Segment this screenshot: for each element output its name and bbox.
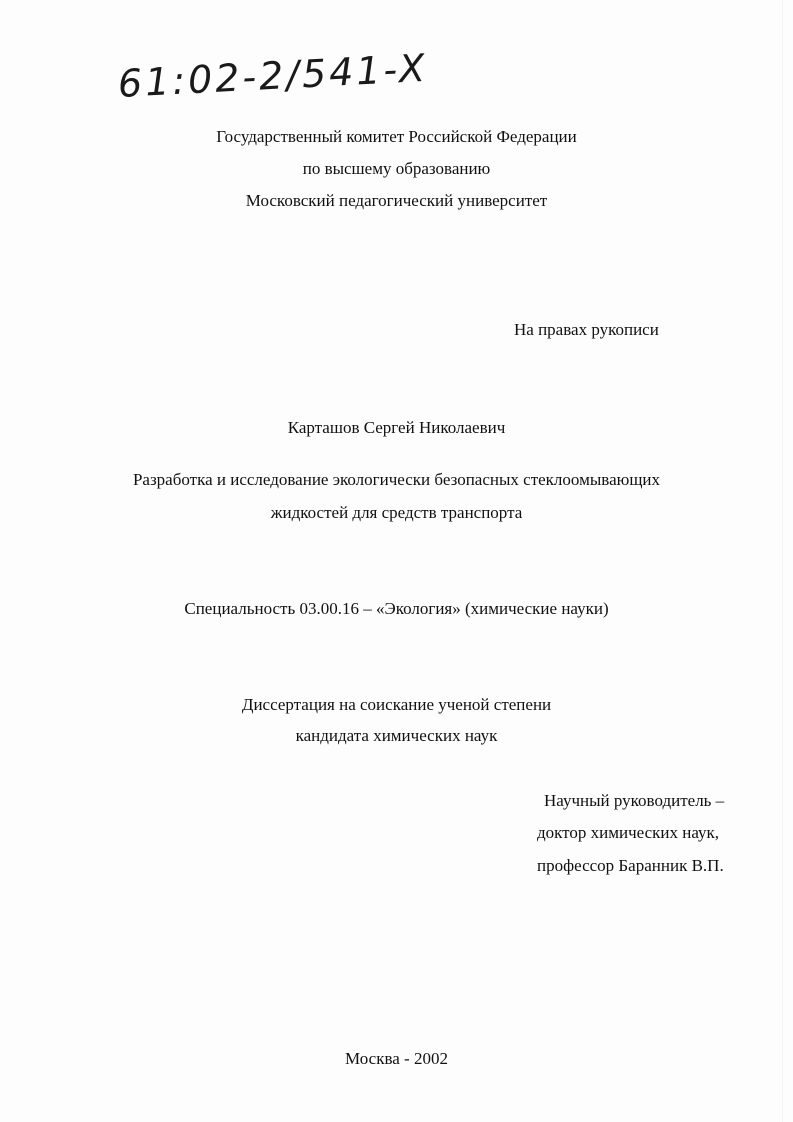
advisor-line-2: доктор химических наук,	[537, 823, 720, 842]
footer-city-year: Москва - 2002	[345, 1049, 448, 1068]
handwritten-code: 61:02-2/541-X	[116, 45, 429, 106]
title-line-2: жидкостей для средств транспорта	[270, 503, 523, 522]
title-line-1: Разработка и исследование экологически безопасных стеклоомывающих	[132, 470, 661, 489]
advisor-line-3: профессор Баранник В.П.	[537, 856, 724, 875]
dissertation-line-2: кандидата химических наук	[295, 726, 498, 745]
dissertation-line-1: Диссертация на соискание ученой степени	[241, 695, 552, 714]
header-line-3: Московский педагогический университет	[245, 191, 548, 210]
specialty: Специальность 03.00.16 – «Экология» (химические науки)	[184, 599, 609, 618]
header-line-2: по высшему образованию	[302, 159, 491, 178]
advisor-line-1: Научный руководитель –	[544, 791, 725, 810]
manuscript-rights: На правах рукописи	[514, 320, 659, 339]
author-name: Карташов Сергей Николаевич	[287, 418, 506, 437]
header-line-1: Государственный комитет Российской Федерации	[216, 127, 577, 146]
